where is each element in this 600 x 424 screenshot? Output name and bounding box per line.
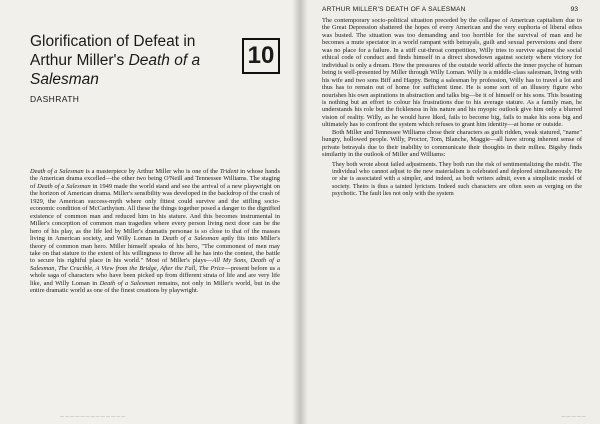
block-quote: They both wrote about failed adjustments. They both run the risk of sentimentalizing the misfit. The individual who cannot adjust to the new materialism is celebrated and deplored simultaneously. He or she is associated with a simpler, and indeed, as both writers admit, even a simplistic model of society. Theirs is thus a tainted lyricism. Indeed such characters are often seen as verging on the psychotic. The fault lies not only with the system	[332, 160, 582, 197]
left-paragraph	[30, 168, 280, 295]
chapter-heading	[30, 32, 280, 152]
running-head-title: ARTHUR MILLER'S DEATH OF A SALESMAN	[322, 6, 466, 13]
text-run: is a masterpiece by Arthur Miller who is one of the	[83, 168, 220, 175]
text-run: —present before us a whole saga of characters who have been picked up from different strata of life and are very life like, and Willy Loman in	[30, 264, 280, 287]
book-gutter-shadow	[292, 0, 308, 424]
page-footer-mark: — — — — — — — — — — — — —	[60, 413, 126, 418]
page-number: 93	[570, 6, 578, 13]
italic-run: Death of a Salesman	[99, 279, 156, 287]
right-body-text	[322, 17, 582, 159]
text-run: remains, not only in Miller's world, but in the entire dramatic world as one of the finest creations by playwright.	[30, 279, 280, 295]
text-run: in whose hands the American drama excelled—the other two being O'Neill and Tennessee Williams. The staging of	[30, 168, 280, 190]
chapter-author: DASHRATH	[30, 94, 80, 104]
italic-run: Death of a Salesman	[37, 182, 91, 190]
right-paragraph-1: The contemporary socio-political situation preceded by the collapse of American capitalism due to the Great Depression shattered the hopes of every American and the very euphoria of liberal ethos was busted. The situation was too demanding and too horrible for the survival of man and he becomes a mute spectator in a world rampant with betrayals, guilt and sexual perversions and there was no place for a failure. In a stiff cut-throat competition, Willy tries to survive against the social ethical code of conduct and finds himself in a direct showdown against society where victory for individual is only a dream. How the pressures of the outside world affects the inner psyche of human being is well-presented by Miller through Willy Loman. Willy is a middle-class salesman, living with his wife and two sons Biff and Happy. Being a salesman by profession, Willy has to travel a lot and thus has to remain out of home for sufficient time. He is some sort of an illusory figure who nourishes his own aspirations in abstraction and talks big—be it of himself or his sons. This boasting is nothing but an effort to colour his frustrations due to his average stature. As a family man, he understands his role but the fickleness in his nature and his myopic outlook give him only a blurred vision of reality. Willy, as he would have liked, fails to become big, fails to make his sons big and ultimately has to confront the system which refuses to grant him identity—at home or outside.	[322, 17, 582, 129]
right-page	[300, 0, 600, 424]
right-paragraph-2: Both Miller and Tennessee Williams chose their characters as guilt ridden, weak statured, "name" hungry, hollowed people. Willy, Proctor, Tom, Blanche, Maggie—all have strong inherent sense of private betrayals due to their inability to communicate their thoughts in their milieu. Bigsby finds similarity in the outlook of Miller and Williams:	[322, 128, 582, 159]
italic-run: All My Sons, Death of a Salesman, The Crucible, A View from the Bridge, After the Fall, The Price	[30, 257, 280, 272]
running-header	[322, 6, 582, 13]
chapter-title-line1: Glorification of Defeat in	[30, 33, 196, 50]
italic-run: Trident	[219, 168, 239, 175]
chapter-title	[30, 32, 215, 89]
text-run: aptly fits into Miller's theory of common man hero. Miller himself speaks of his hero, "The commonest of men may take on that stature to the extent of his willingness to throw all he has into the contest, the battle to secure his rightful place in his world." Most of Miller's plays—	[30, 235, 281, 265]
page-footer-mark-right: — — — — —	[561, 413, 586, 418]
italic-run: Death of a Salesman	[30, 168, 84, 175]
chapter-title-line2-prefix: Arthur Miller's	[30, 52, 129, 69]
text-run: in 1949 made the world stand and see the arrival of a new playwright on the horizon of American drama. Miller's sensibility was developed in the backdrop of the crash of 1929, the American success-myth where only fittest could survive and the stifling socio-economic condition of McCarthyism. All these the things together posed a danger to the dignified existence of common man and reduced him in his stature. And this becomes instrumental in Miller's conception of common man tragedies where every person living next door can be the hero of his play, as the life led by Miller's dramatis personae is so close to that of the masses living in American society, and Willy Loman in	[30, 182, 280, 243]
italic-run: Death of a Salesman	[162, 235, 219, 243]
left-body-text	[30, 168, 280, 295]
chapter-title-line2-italic: Death of a	[128, 52, 201, 69]
chapter-title-line3-italic: Salesman	[30, 71, 99, 88]
chapter-number-box: 10	[242, 38, 280, 74]
